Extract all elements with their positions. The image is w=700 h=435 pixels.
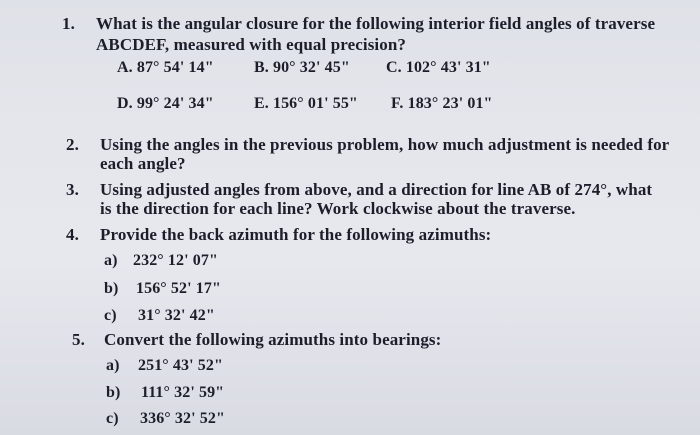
- question-5-item-a-letter: a): [106, 357, 120, 374]
- question-1-option-b: B. 90° 32' 45": [254, 59, 350, 76]
- question-4-text: Provide the back azimuth for the following azimuths:: [100, 225, 492, 244]
- question-4-item-a-letter: a): [104, 252, 118, 269]
- question-5-item-a-value: 251° 43' 52": [138, 357, 223, 374]
- question-1-option-d: D. 99° 24' 34": [117, 95, 214, 112]
- question-3-text-line1: Using adjusted angles from above, and a direction for line AB of 274°, what: [100, 180, 653, 199]
- question-5-item-c-value: 336° 32' 52": [140, 410, 225, 427]
- question-4-item-a-value: 232° 12' 07": [133, 252, 218, 269]
- question-5-item-c-letter: c): [106, 410, 119, 427]
- question-4-number: 4.: [66, 225, 79, 244]
- question-2-text-line2: each angle?: [100, 154, 186, 173]
- question-5-text: Convert the following azimuths into bearings:: [104, 330, 442, 349]
- question-3-number: 3.: [66, 180, 79, 199]
- question-2-text-line1: Using the angles in the previous problem, how much adjustment is needed for: [100, 135, 670, 154]
- question-1-option-f: F. 183° 23' 01": [391, 95, 493, 112]
- question-4-item-b-value: 156° 52' 17": [136, 280, 221, 297]
- question-4-item-c-value: 31° 32' 42": [138, 307, 215, 324]
- question-1-option-c: C. 102° 43' 31": [386, 59, 491, 76]
- question-1-number: 1.: [62, 14, 75, 33]
- question-5-number: 5.: [72, 330, 85, 349]
- question-2-number: 2.: [66, 135, 79, 154]
- question-1-text-line1: What is the angular closure for the following interior field angles of traverse: [96, 14, 656, 33]
- question-1-option-a: A. 87° 54' 14": [117, 59, 214, 76]
- question-5-item-b-letter: b): [106, 384, 121, 401]
- question-5-item-b-value: 111° 32' 59": [141, 384, 225, 401]
- question-1-text-line2: ABCDEF, measured with equal precision?: [96, 35, 406, 54]
- question-1-option-e: E. 156° 01' 55": [254, 95, 358, 112]
- question-4-item-c-letter: c): [104, 307, 117, 324]
- question-4-item-b-letter: b): [104, 280, 119, 297]
- question-3-text-line2: is the direction for each line? Work clockwise about the traverse.: [100, 199, 576, 218]
